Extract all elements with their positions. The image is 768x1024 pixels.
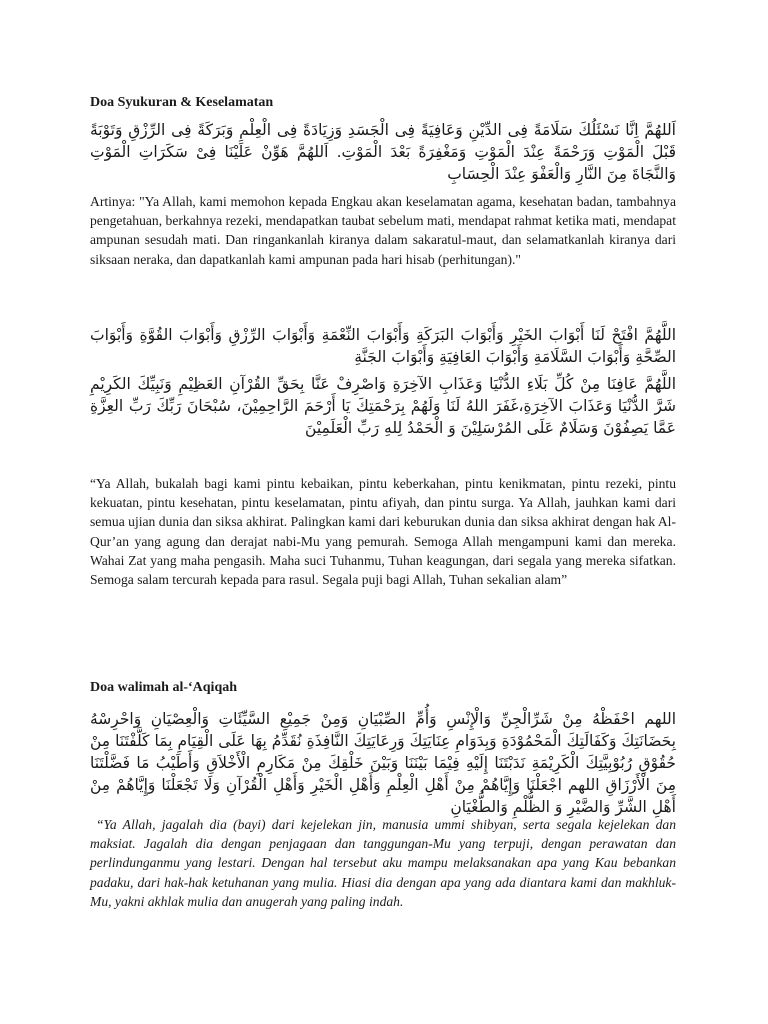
- section-heading-aqiqah: Doa walimah al-‘Aqiqah: [90, 680, 238, 695]
- arabic-doa-perlindungan: اللَّهُمَّ عَافِنَا مِنْ كُلِّ بَلَاءِ الدُّنْيَا وَعَذَابِ الآخِرَةِ وَاصْرِفْ عَنَّا بِحَقِّ القُرْآنِ العَظِيْمِ وَنَبِيِّكَ الكَرِيْمِ شَرَّ الدُّنْيَا وَعَذَابَ الآخِرَةِ،غَفَرَ اللهُ لَنَا وَلَهُمْ بِرَحْمَتِكَ يَا أَرْحَمَ الرَّاحِمِيْنَ، سُبْحَانَ رَبِّكَ رَبِّ العِزَّةِ عَمَّا يَصِفُوْنَ وَسَلَامٌ عَلَى المُرْسَلِيْنَ وَ الْحَمْدُ لِلهِ رَبِّ الْعَلَمِيْنَ: [90, 375, 676, 437]
- arabic-doa-pintu-kebaikan: اللَّهُمَّ افْتَحْ لَنَا أَبْوَابَ الخَيْرِ وَأَبْوَابَ البَرَكَةِ وَأَبْوَابَ النِّعْمَةِ وَأَبْوَابَ الرِّزْقِ وَأَبْوَابَ القُوَّةِ وَأَبْوَابَ الصِّحَّةِ وَأَبْوَابَ السَّلَامَةِ وَأَبْوَابَ العَافِيَةِ وَأَبْوَابَ الجَنَّةِ: [90, 326, 676, 366]
- arabic-doa-aqiqah: اللهم احْفَظْهُ مِنْ شَرِّالْجِنِّ وَالْإِنْسِ وَأُمِّ الصِّبْيَانِ وَمِنْ جَمِيْعِ السَّيِّئَاتِ وَالْعِصْيَانِ وَاحْرِسْهُ بِحَضَانَتِكَ وَكَفَالَتِكَ الْمَحْمُوْدَةِ وَبِدَوَامِ عِنَايَتِكَ وَرِعَايَتِكَ النَّافِذَةِ نُقَدِّمُ بِهَا عَلَى الْقِيَامِ بِمَا كَلَّفْتَنَا مِنْ حُقُوْقِ رُبُوْبِيَّتِكَ الْكَرِيْمَةِ نَدَبْتَنَا إِلَيْهِ فِيْمَا بَيْنَنَا وَبَيْنَ خَلْقِكَ مِنْ مَكَارِمِ الْأَخْلاَقِ وَأَطَيْبُ مَا فَضَّلْتَنَا مِنَ الْأَرْزَاقِ اللهم اجْعَلْنَا وَإِيَّاهُمْ مِنْ أَهْلِ الْعِلْمِ وَأَهْلِ الْخَيْرِ وَأَهْلِ الْقُرْآنِ وَلَا تَجْعَلْنَا وَإِيَّاهُمْ مِنْ أَهْلِ الشَّرِّ وَالضَّيْرِ وَ الظُّلْمِ وَالطُّغْيَانِ: [90, 710, 676, 816]
- arabic-doa-syukuran: اَللهُمَّ اِنَّا نَسْئَلُكَ سَلَامَةً فِى الدِّيْنِ وَعَافِيَةً فِى الْجَسَدِ وَزِيَادَةً فِى الْعِلْمِ وَبَرَكَةً فِى الرِّزْقِ وَتَوْبَةً قَبْلَ الْمَوْتِ وَرَحْمَةً عِنْدَ الْمَوْتِ وَمَغْفِرَةً بَعْدَ الْمَوْتِ. اَللهُمَّ هَوِّنْ عَلَيْنَا فِىْ سَكَرَاتِ الْمَوْتِ وَالنَّجَاةَ مِنَ النَّارِ وَالْعَفْوَ عِنْدَ الْحِسَابِ: [90, 121, 676, 183]
- translation-doa-syukuran: Artinya: "Ya Allah, kami memohon kepada Engkau akan keselamatan agama, kesehatan badan, tambahnya pengetahuan, berkahnya rezeki, mendapatkan taubat sebelum mati, mendapat rahmat ketika mati, mendapat ampunan sesudah mati. Dan ringankanlah kiranya dalam sakaratul-maut, dan selamatkanlah kiranya dari siksaan neraka, dan dapatkanlah kami ampunan pada hari hisab (perhitungan).": [90, 194, 676, 267]
- section-heading-syukuran: Doa Syukuran & Keselamatan: [90, 95, 274, 110]
- translation-doa-pintu-kebaikan: “Ya Allah, bukalah bagi kami pintu kebaikan, pintu keberkahan, pintu kenikmatan, pintu rezeki, pintu kekuatan, pintu kesehatan, pintu keselamatan, pintu afiyah, dan pintu surga. Ya Allah, jauhkan kami dari semua ujian dunia dan siksa akhirat. Palingkan kami dari keburukan dunia dan siksa akhirat dengan hak Al-Qur’an yang agung dan derajat nabi-Mu yang pemurah. Semoga Allah mengampuni kami dan mereka. Wahai Zat yang maha pengasih. Maha suci Tuhanmu, Tuhan keagungan, dari segala yang mereka sifatkan. Semoga salam tercurah kepada para rasul. Segala puji bagi Allah, Tuhan sekalian alam”: [90, 476, 676, 588]
- translation-doa-aqiqah: “Ya Allah, jagalah dia (bayi) dari kejelekan jin, manusia ummi shibyan, serta segala kejelekan dan maksiat. Jagalah dia dengan penjagaan dan tanggungan-Mu yang terpuji, dengan perawatan dan perlindunganmu yang lestari. Dengan hal tersebut aku mampu melaksanakan apa yang Kau bebankan padaku, dari hak-hak ketuhanan yang mulia. Hiasi dia dengan apa yang ada diantara kami dan makhluk-Mu, yakni akhlak mulia dan anugerah yang paling indah.: [90, 817, 676, 909]
